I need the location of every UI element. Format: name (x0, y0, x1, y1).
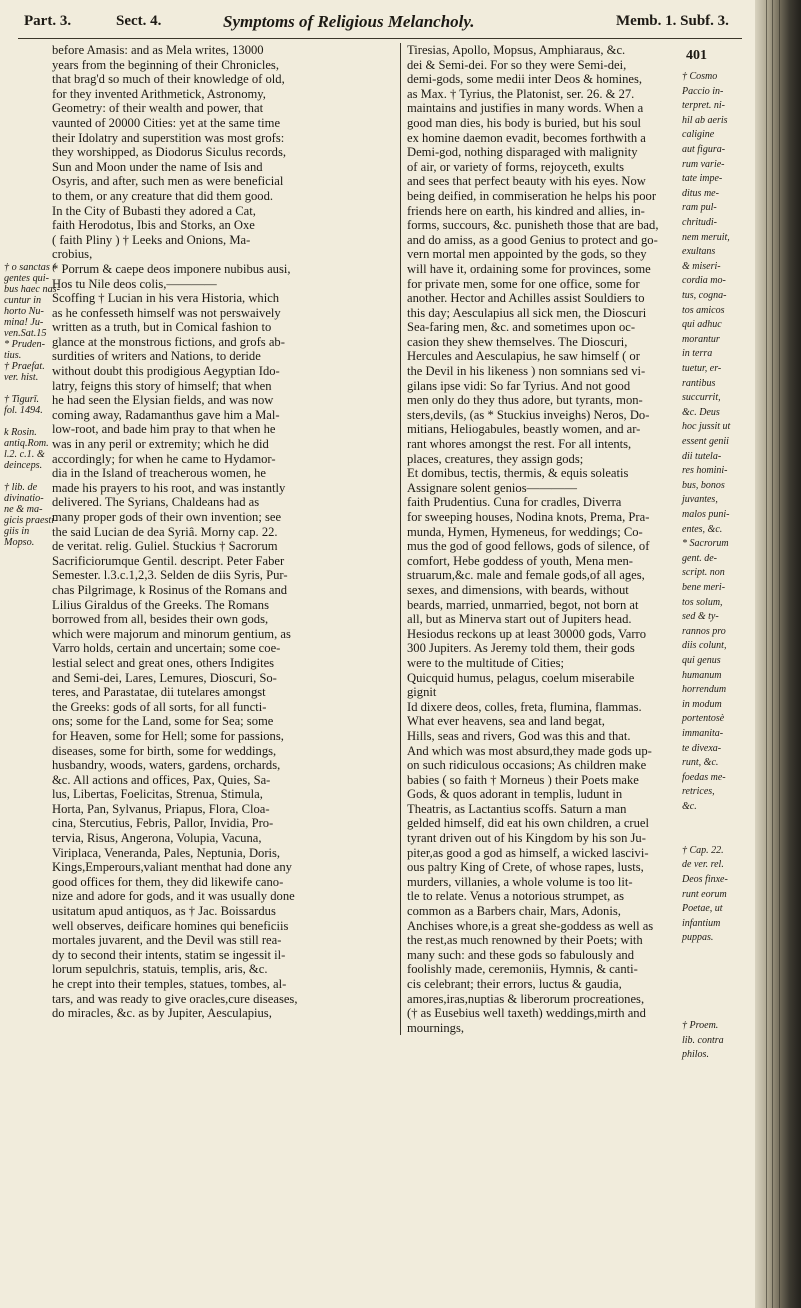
margin-note-line: hil ab aeris (682, 114, 728, 126)
text-line: tle to relate. Venus a notorious strumpet, as (407, 889, 624, 904)
margin-note-line: te divexa- (682, 742, 722, 754)
text-line: the said Lucian de dea Syriâ. Morny cap. 22. (52, 524, 278, 539)
text-line: accordingly; for when he came to Hydamor- (52, 451, 276, 466)
margin-note-line: † o sanctas ( (4, 262, 56, 273)
margin-note-line: de ver. rel. (682, 859, 724, 871)
text-line: nize and adore for gods, and it was usually done (52, 889, 295, 904)
margin-note-line: humanum (682, 669, 722, 681)
text-line: which were majorum and minorum gentium, as (52, 626, 291, 641)
text-line: Horta, Pan, Sylvanus, Priapus, Flora, Cloa- (52, 801, 270, 816)
text-line: de veritat. relig. Guliel. Stuckius † Sacrorum (52, 539, 278, 554)
margin-note-line: & miseri- (682, 260, 721, 272)
text-line: gilans ipse vidi: So far Tyrius. And not good (407, 378, 631, 393)
margin-note-line: † Praefat. (4, 361, 45, 372)
text-line: was in any peril or extremity; which he did (52, 437, 269, 452)
margin-note-line: ne & ma- (4, 504, 43, 515)
text-line: comfort, Hebe goddess of youth, Mena men- (407, 553, 633, 568)
margin-note-line: script. non (682, 567, 725, 579)
margin-note-line: retrices, (682, 786, 715, 798)
text-line: Et domibus, tectis, thermis, & equis soleatis (407, 466, 629, 481)
text-line: dei & Semi-dei. For so they were Semi-dei, (407, 57, 627, 72)
margin-note-line: hoc jussit ut (682, 421, 731, 433)
text-line: Varro holds, certain and uncertain; some coe- (52, 641, 281, 656)
margin-note-line: Deos finxe- (682, 874, 728, 885)
text-line: borrowed from all, besides their own gods, (52, 612, 269, 627)
text-line: latry, feigns this story of himself; that when (52, 378, 272, 393)
text-line: maintains and justifies in many words. When a (407, 101, 644, 116)
text-line: forms, succours, &c. punisheth those that are bad, (407, 218, 659, 233)
header-member: Memb. 1. Subf. 3. (616, 13, 729, 29)
margin-note-line: in modum (682, 698, 722, 710)
text-line: this day; Aesculapius all sick men, the Dioscuri (407, 305, 647, 320)
margin-note-line: diis colunt, (682, 640, 727, 652)
text-line: demi-gods, some medii inter Deos & homines, (407, 72, 643, 87)
text-line: surdities of writers and Nations, to deride (52, 349, 261, 364)
text-line: Hills, seas and rivers, God was this and that. (407, 728, 631, 743)
text-line: Viriplaca, Veneranda, Pales, Neptunia, Doris, (52, 845, 281, 860)
text-line: vaunted of 20000 Cities: yet at the same time (52, 115, 281, 130)
text-line: sexes, and dimensions, with beards, without (407, 582, 629, 597)
text-line: faith Herodotus, Ibis and Storks, an Oxe (52, 218, 255, 233)
margin-note-line: puppas. (682, 932, 714, 944)
margin-note-line: gent. de- (682, 552, 717, 564)
header-part: Part. 3. (24, 13, 72, 29)
text-line: the rest,as much renowned by their Poets; with (407, 933, 643, 948)
margin-note-line: l.2. c.1. & (4, 449, 45, 460)
margin-note-line: tate impe- (682, 173, 723, 185)
text-line: friends here on earth, his kindred and allies, in- (407, 203, 645, 218)
text-line: usitatum apud antiquos, as † Jac. Boissardus (52, 904, 276, 919)
margin-note-line: dii tutela- (682, 450, 722, 462)
text-line: &c. All actions and offices, Pax, Quies, Sa- (52, 772, 271, 787)
text-line: Demi-god, nothing disparaged with malignity (407, 145, 638, 160)
text-line: tervia, Risus, Angerona, Volupia, Vacuna, (52, 831, 262, 846)
margin-note-line: essent genii (682, 436, 729, 447)
text-line: Semester. l.3.c.1,2,3. Selden de diis Syris, Pur- (52, 568, 288, 583)
margin-note-line: lib. contra (682, 1034, 724, 1046)
margin-note-line: fol. 1494. (4, 405, 43, 416)
margin-note-line: deinceps. (4, 460, 43, 471)
text-line: gignit (407, 685, 437, 700)
text-line: for private men, some for one office, some for (407, 276, 640, 291)
text-line: mournings, (407, 1020, 465, 1035)
text-line: well observes, deificare homines qui beneficiis (52, 918, 289, 933)
text-line: amores,iras,nuptias & liberorum procreationes, (407, 991, 645, 1006)
text-line: beards, married, unmarried, begot, not born at (407, 597, 639, 612)
text-line: Hesiodus reckons up at least 30000 gods, Varro (407, 626, 647, 641)
text-line: he crept into their temples, statues, tombes, al- (52, 977, 287, 991)
margin-note-line: qui adhuc (682, 319, 722, 331)
margin-note-line: tus, cogna- (682, 290, 727, 301)
text-line: mus the god of good fellows, gods of silence, of (407, 539, 650, 554)
margin-note-line: caligine (682, 129, 715, 141)
margin-note-line: cuntur in (4, 295, 42, 306)
text-line: low-root, and bade him pray to that when he (52, 422, 276, 437)
text-line: another. Hector and Achilles assist Souldiers to (407, 291, 645, 306)
text-line: Theatris, as Lactantius scoffs. Saturn a man (407, 801, 627, 816)
text-line: Gods, & quos adorant in templis, ludunt in (407, 787, 623, 802)
text-line: babies ( so faith † Morneus ) their Poets make (407, 772, 639, 787)
margin-note-line: giis in (4, 526, 30, 537)
margin-note-line: gentes qui- (4, 273, 49, 284)
text-line: were to the multitude of Cities; (407, 655, 565, 670)
margin-note-line: rantibus (682, 377, 716, 389)
margin-note-line: bus haec nas- (4, 284, 61, 295)
text-line: written as a truth, but in Comical fashion to (52, 320, 272, 335)
text-line: the Greeks: gods of all sorts, for all functi- (52, 699, 267, 714)
text-line: the Devil in his likeness ) non somnians sed vi- (407, 364, 646, 379)
text-line: husbandry, woods, waters, gardens, orchards, (52, 758, 281, 773)
margin-note-line: ven.Sat.15 (4, 328, 47, 339)
margin-note-line: entes, &c. (682, 523, 723, 535)
margin-note-line: juvantes, (682, 494, 718, 506)
margin-note-line: cordia mo- (682, 275, 726, 287)
margin-note-line: † Tigurī. (4, 394, 40, 405)
text-line: to them, or any creature that did them good. (52, 188, 274, 203)
margin-note-line: ver. hist. (4, 372, 39, 383)
text-line: sters,devils, (as * Stuckius inveighs) Neros, Do- (407, 407, 650, 422)
text-line: What ever heavens, sea and land begat, (407, 714, 605, 729)
text-line: cis celebrant; their errors, luctus & gaudia, (407, 977, 622, 991)
text-line: ous paltry King of Crete, of whose rapes, lusts, (407, 860, 644, 875)
text-line: struarum,&c. male and female gods,of all ages, (407, 568, 645, 583)
header-title: Symptoms of Religious Melancholy. (223, 12, 475, 31)
text-line: ons; some for the Land, some for Sea; some (52, 714, 274, 729)
margin-note-line: qui genus (682, 655, 721, 666)
text-line: mitians, Heliogabules, beastly women, and ar- (407, 422, 641, 437)
margin-note-line: nem meruit, (682, 231, 730, 243)
text-line: lus, Libertas, Foelicitas, Strenua, Stimula, (52, 787, 263, 802)
text-line: murders, villanies, a whole volume is too lit- (407, 874, 633, 889)
margin-note-line: horto Nu- (4, 306, 44, 317)
text-line: Kings,Emperours,valiant menthat had done any (52, 860, 292, 875)
text-line: men only do they thus adore, but tyrants, mon- (407, 393, 643, 408)
margin-note-line: mina! Ju- (4, 317, 44, 328)
text-line: Hos tu Nile deos colis,———— (52, 276, 217, 291)
text-line: casion they shew themselves. The Dioscuri, (407, 334, 628, 349)
margin-note-line: &c. Deus (682, 406, 720, 418)
text-line: many such: and these gods so fabulously and (407, 947, 635, 962)
text-line: places, creatures, they assign gods; (407, 451, 584, 466)
text-line: delivered. The Syrians, Chaldeans had as (52, 495, 260, 510)
margin-note-line: Mopso. (4, 537, 35, 548)
text-line: dy to second their intents, statim se ingessit il- (52, 947, 286, 962)
text-line: Sun and Moon under the name of Isis and (52, 159, 263, 174)
text-line: Osyris, and after, such men as were beneficial (52, 174, 284, 189)
text-line: all, but as Minerva start out of Jupiters head. (407, 612, 632, 627)
binding-rule (779, 0, 780, 1308)
text-line: for Heaven, some for Hell; some for passions, (52, 728, 284, 743)
text-line: good man dies, his body is buried, but his soul (407, 115, 642, 130)
margin-note-line: tius. (4, 350, 22, 361)
text-line: Sea-faring men, &c. and sometimes upon oc- (407, 320, 636, 335)
margin-note-line: tos solum, (682, 596, 723, 608)
text-line: many proper gods of their own invention; see (52, 510, 282, 524)
text-line: Sacrificiorumque Gentil. descript. Peter Faber (52, 553, 285, 568)
margin-note-line: sed & ty- (682, 611, 719, 623)
text-line: gelded himself, did eat his own children, a cruel (407, 816, 650, 831)
text-line: that brag'd so much of their knowledge of old, (52, 72, 285, 87)
text-line: Tiresias, Apollo, Mopsus, Amphiaraus, &c. (407, 43, 626, 57)
margin-note-line: &c. (682, 801, 697, 812)
text-line: tars, and was ready to give oracles,cure diseases, (52, 991, 298, 1006)
text-line: diseases, some for birth, some for weddings, (52, 743, 277, 758)
text-line: years from the beginning of their Chronicles, (52, 57, 279, 72)
header-section: Sect. 4. (116, 13, 162, 29)
text-line: coming away, Radamanthus gave him a Mal- (52, 407, 280, 422)
text-line: Scoffing † Lucian in his vera Historia, which (52, 291, 280, 306)
text-line: teres, and Parastatae, dii tutelares amongst (52, 685, 266, 700)
margin-note-line: philos. (682, 1049, 709, 1061)
margin-note-line: bene meri- (682, 582, 726, 593)
text-line: Anchises whore,is a great she-goddess as well as (407, 918, 654, 933)
margin-note-line: chritudi- (682, 217, 717, 228)
margin-note-line: * Pruden- (4, 339, 46, 350)
margin-note-line: rannos pro (682, 625, 726, 637)
page-binding-shadow (755, 0, 801, 1308)
text-line: Hercules and Aesculapius, he saw himself ( or (407, 349, 640, 364)
margin-note-line: † lib. de (4, 482, 38, 493)
margin-note-line: Poetae, ut (682, 903, 723, 915)
margin-note-line: morantur (682, 333, 720, 345)
margin-note-line: exultans (682, 246, 716, 258)
text-line: dia in the Island of treacherous women, he (52, 466, 267, 481)
margin-note-line: † Proem. (682, 1020, 719, 1031)
margin-note-line: bus, bonos (682, 479, 725, 491)
margin-note-line: runt eorum (682, 888, 727, 900)
margin-note-line: tuetur, er- (682, 363, 722, 374)
margin-note-line: immanita- (682, 728, 724, 739)
text-line: do miracles, &c. as by Jupiter, Aesculapius, (52, 1006, 272, 1021)
margin-note-line: horrendum (682, 684, 727, 696)
text-line: for sweeping houses, Nodina knots, Prema, Pra- (407, 510, 650, 524)
page-number: 401 (686, 48, 707, 63)
text-line: lorum sepulchris, statuis, templis, aris, &c. (52, 962, 268, 977)
margin-note-line: tos amicos (682, 304, 725, 316)
text-line: And which was most absurd,they made gods up- (407, 743, 652, 758)
margin-note-line: portentosè (682, 713, 725, 725)
text-line: * Porrum & caepe deos imponere nubibus ausi, (52, 261, 291, 276)
text-line: common as a Barbers chair, Mars, Adonis, (407, 904, 621, 919)
margin-note-line: runt, &c. (682, 757, 719, 769)
main-text-column-left (52, 43, 390, 1021)
text-line: and sees that perfect beauty with his eyes. Now (407, 174, 646, 189)
main-text-column-right (400, 43, 677, 1035)
margin-note-line: succurrit, (682, 392, 721, 404)
margin-note-line: aut figura- (682, 144, 726, 155)
text-line: Id dixere deos, colles, freta, flumina, flammas. (407, 699, 642, 714)
margin-note-line: ditus me- (682, 187, 719, 199)
text-line: being deified, in commiseration he helps his poor (407, 188, 657, 203)
text-line: will have it, ordaining some for provinces, some (407, 261, 651, 276)
text-line: 300 Jupiters. As Jeremy told them, their gods (407, 641, 635, 656)
text-line: piter,as good a god as himself, a wicked lascivi- (407, 845, 649, 860)
text-line: († as Eusebius well taxeth) weddings,mirth and (407, 1006, 646, 1021)
margin-note-line: terpret. ni- (682, 100, 725, 112)
text-line: Quicquid humus, pelagus, coelum miserabile (407, 670, 635, 685)
margin-note-line: † Cosmo (682, 71, 718, 82)
text-line: as he confesseth himself was not perswaively (52, 305, 281, 320)
text-line: Assignare solent genios———— (407, 480, 577, 495)
text-line: ex homine daemon evadit, becomes forthwith a (407, 130, 646, 145)
margin-note-line: rum varie- (682, 158, 725, 170)
text-line: and do amiss, as a good Genius to protect and go- (407, 232, 658, 247)
running-header (18, 4, 742, 39)
text-line: without doubt this prodigious Aegyptian Ido- (52, 364, 280, 379)
margin-note-line: Paccio in- (682, 85, 724, 97)
text-line: they worshipped, as Diodorus Siculus records, (52, 145, 286, 160)
text-line: Geometry: of their wealth and power, that (52, 101, 264, 116)
margin-note-line: antiq.Rom. (4, 438, 49, 449)
text-line: and Semi-dei, Lares, Lemures, Dioscuri, So- (52, 670, 277, 685)
text-line: for they invented Arithmetick, Astronomy, (52, 86, 266, 101)
text-line: crobius, (52, 247, 93, 262)
margin-note-line: malos puni- (682, 509, 730, 520)
margin-note-line: k Rosin. (4, 427, 37, 438)
text-line: faith Prudentius. Cuna for cradles, Diverra (407, 495, 622, 510)
margin-note-line: ram pul- (682, 202, 717, 214)
text-line: In the City of Bubasti they adored a Cat, (52, 203, 256, 218)
margin-note-line: divinatio- (4, 493, 44, 504)
margin-note-line: res homini- (682, 465, 728, 477)
margin-note-line: infantium (682, 917, 721, 929)
text-line: cina, Stercutius, Febris, Pallor, Invidia, Pro- (52, 816, 274, 831)
text-line: chas Pilgrimage, k Rosinus of the Romans and (52, 582, 288, 597)
text-line: munda, Hymen, Hymeneus, for weddings; Co- (407, 524, 643, 539)
margin-note-line: gicis praesti- (4, 515, 58, 526)
text-line: made his prayers to his root, and was instantly (52, 480, 286, 495)
margin-note-line: * Sacrorum (682, 538, 729, 550)
text-line: lestial select and great ones, others Indigites (52, 655, 275, 670)
text-line: tyrant driven out of his Kingdom by his son Ju- (407, 831, 646, 846)
text-line: rant whores amongst the rest. For all intents, (407, 437, 632, 452)
text-line: Lilius Giraldus of the Greeks. The Romans (52, 597, 269, 612)
text-line: on such ridiculous occasions; As children make (407, 758, 647, 773)
margin-note-line: † Cap. 22. (682, 844, 724, 856)
text-line: good offices for them, they did likewife cano- (52, 874, 284, 889)
binding-rule (766, 0, 767, 1308)
text-line: of air, or variety of forms, rejoyceth, exults (407, 159, 625, 174)
text-line: he had seen the Elysian fields, and was now (52, 393, 274, 408)
text-line: as Max. † Tyrius, the Platonist, ser. 26. & 27. (407, 86, 635, 101)
text-line: vern mortal men appointed by the gods, so they (407, 247, 647, 262)
text-line: foolishly made, ceremoniis, Hymnis, & canti- (407, 962, 638, 977)
margin-note-line: in terra (682, 348, 713, 360)
text-line: their Idolatry and superstition was most grofs: (52, 130, 285, 145)
text-line: glance at the monstrous fictions, and grofs ab- (52, 334, 285, 349)
text-line: ( faith Pliny ) † Leeks and Onions, Ma- (52, 232, 251, 247)
margin-note-line: foedas me- (682, 771, 726, 783)
binding-rule (772, 0, 773, 1308)
text-line: before Amasis: and as Mela writes, 13000 (52, 43, 264, 57)
text-line: mortales juvarent, and the Devil was still rea- (52, 933, 282, 948)
